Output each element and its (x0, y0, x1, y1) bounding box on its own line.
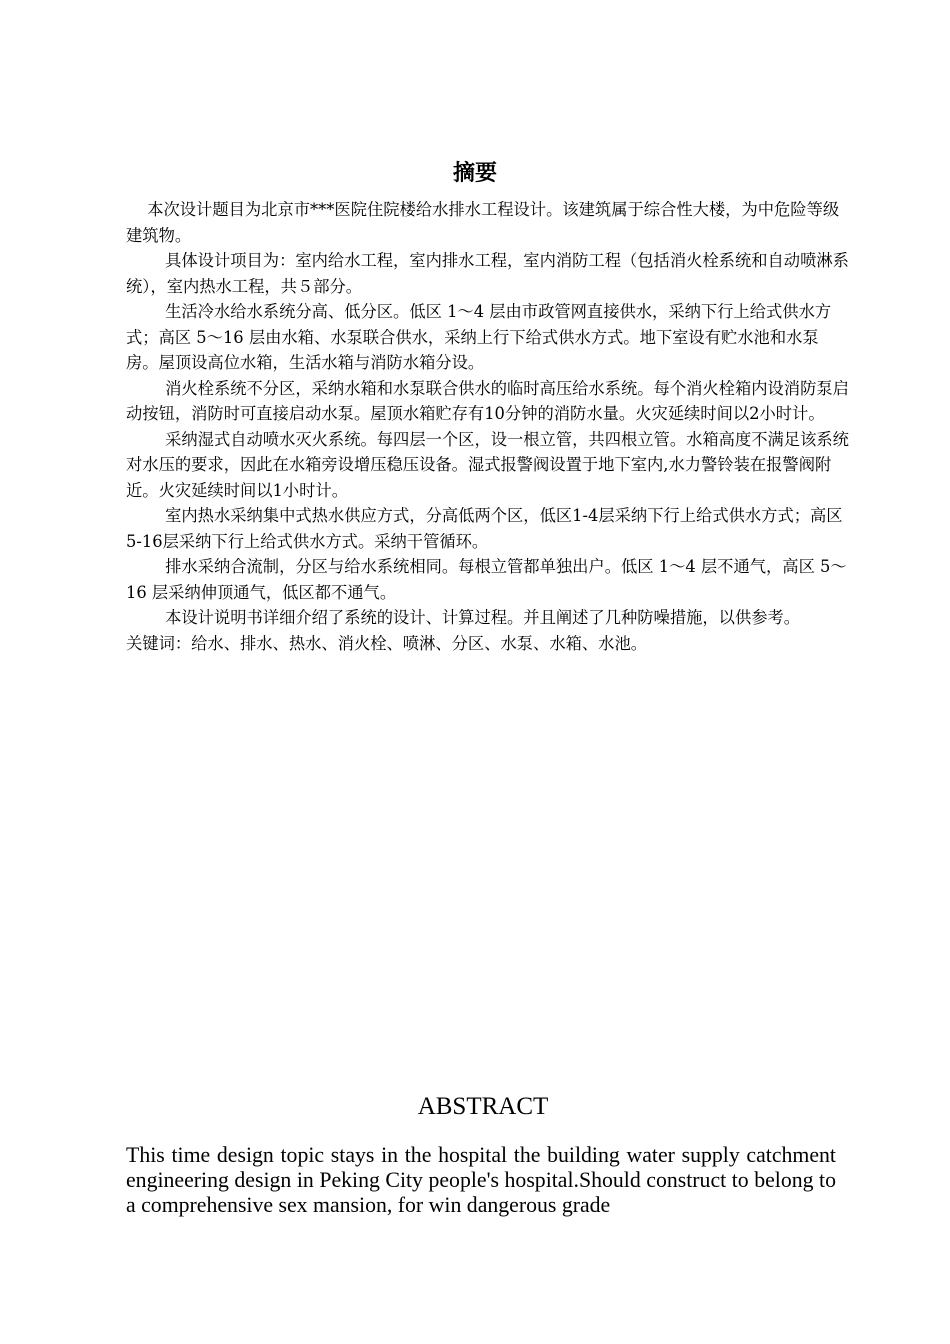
cn-paragraph-5: 采纳湿式自动喷水灭火系统。每四层一个区，设一根立管，共四根立管。水箱高度不满足该系统对水压的要求，因此在水箱旁设增压稳压设备。湿式报警阀设置于地下室内,水力警铃装在报警阀附近。火灾延续时间以1小时计。 (126, 429, 849, 500)
cn-paragraph-3: 生活冷水给水系统分高、低分区。低区 1～4 层由市政管网直接供水，采纳下行上给式供水方式；高区 5～16 层由水箱、水泵联合供水，采纳上行下给式供水方式。地下室设有贮水池和水泵房。屋顶设高位水箱，生活水箱与消防水箱分设。 (126, 302, 832, 372)
english-abstract-body: This time design topic stays in the hospital the building water supply catchment engineering design in Peking City people's hospital.Should construct to belong to a comprehensive sex mansion, for win dangerous grade (126, 1143, 836, 1217)
cn-paragraph-6: 室内热水采纳集中式热水供应方式，分高低两个区，低区1-4层采纳下行上给式供水方式；高区5-16层采纳下行上给式供水方式。采纳干管循环。 (126, 506, 843, 551)
chinese-abstract-title: 摘要 (452, 160, 497, 186)
cn-paragraph-8: 本设计说明书详细介绍了系统的设计、计算过程。并且阐述了几种防噪措施，以供参考。 (165, 608, 801, 627)
cn-paragraph-4: 消火栓系统不分区，采纳水箱和水泵联合供水的临时高压给水系统。每个消火栓箱内设消防泵启动按钮，消防时可直接启动水泵。屋顶水箱贮存有10分钟的消防水量。火灾延续时间以2小时计。 (126, 378, 849, 423)
cn-paragraph-7: 排水采纳合流制，分区与给水系统相同。每根立管都单独出户。低区 1～4 层不通气，高区 5～16 层采纳伸顶通气，低区都不通气。 (126, 557, 847, 602)
cn-paragraph-1: 本次设计题目为北京市***医院住院楼给水排水工程设计。该建筑属于综合性大楼，为中危险等级建筑物。 (126, 200, 840, 245)
cn-paragraph-2: 具体设计项目为：室内给水工程，室内排水工程，室内消防工程（包括消火栓系统和自动喷淋系统），室内热水工程，共５部分。 (126, 251, 849, 296)
chinese-abstract-body (126, 197, 850, 656)
cn-keywords: 关键词：给水、排水、热水、消火栓、喷淋、分区、水泵、水箱、水池。 (126, 633, 648, 653)
english-abstract-title: ABSTRACT (417, 1093, 549, 1120)
